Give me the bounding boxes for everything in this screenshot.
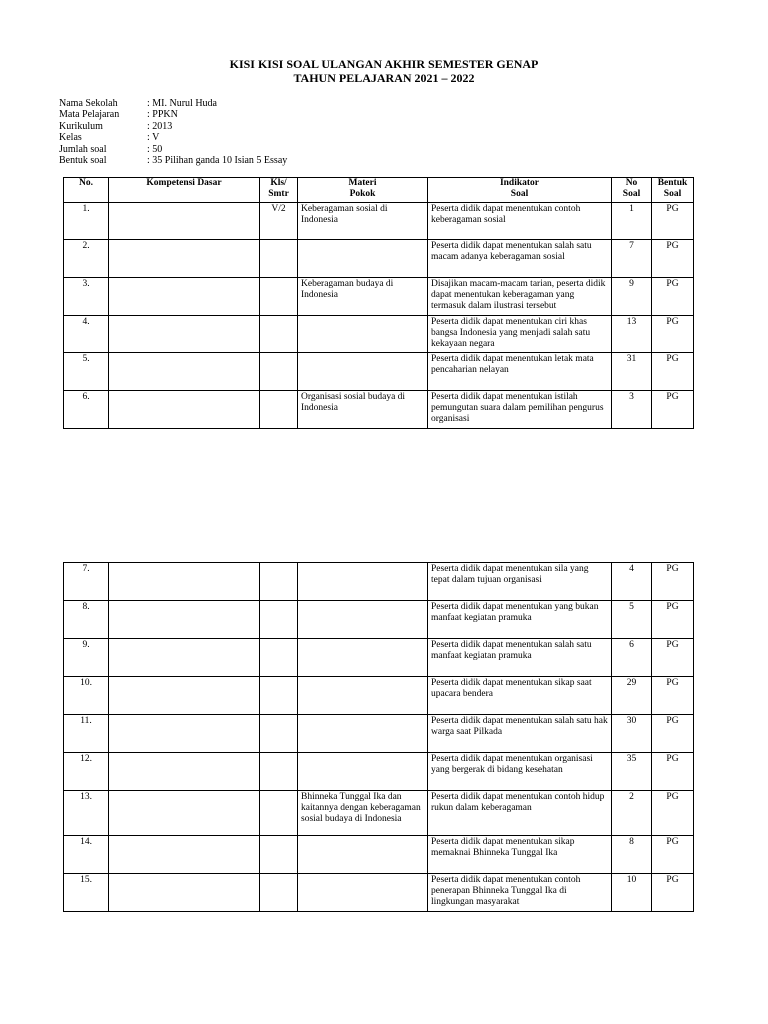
cell-kompetensi-dasar — [109, 240, 260, 278]
table-row — [64, 715, 694, 753]
cell-kelas-semester — [260, 601, 298, 639]
cell-bentuk-soal: PG — [652, 836, 694, 874]
cell-indikator-soal: Peserta didik dapat menentukan organisasi yang bergerak di bidang kesehatan — [428, 753, 612, 791]
cell-indikator-soal: Peserta didik dapat menentukan sikap saat upacara bendera — [428, 677, 612, 715]
cell-bentuk-soal: PG — [652, 791, 694, 836]
cell-kelas-semester — [260, 836, 298, 874]
table-row — [64, 563, 694, 601]
cell-bentuk-soal: PG — [652, 677, 694, 715]
cell-materi-pokok: Bhinneka Tunggal Ika dan kaitannya dengan keberagaman sosial budaya di Indonesia — [298, 791, 428, 836]
cell-kelas-semester — [260, 677, 298, 715]
cell-kelas-semester — [260, 791, 298, 836]
cell-no-soal: 1 — [612, 203, 652, 240]
info-row-question-form — [59, 155, 287, 166]
cell-materi-pokok — [298, 677, 428, 715]
cell-materi-pokok — [298, 563, 428, 601]
header-kelas-semester: Kls/ Smtr — [260, 178, 298, 203]
cell-kompetensi-dasar — [109, 836, 260, 874]
info-row-class — [59, 132, 287, 143]
cell-no-soal: 4 — [612, 563, 652, 601]
table-row — [64, 791, 694, 836]
cell-no: 2. — [64, 240, 109, 278]
cell-bentuk-soal: PG — [652, 753, 694, 791]
cell-kelas-semester — [260, 563, 298, 601]
info-row-subject — [59, 109, 287, 120]
info-value: : V — [147, 132, 160, 144]
cell-materi-pokok — [298, 601, 428, 639]
table-row — [64, 639, 694, 677]
cell-no: 5. — [64, 353, 109, 391]
document-subtitle: TAHUN PELAJARAN 2021 – 2022 — [293, 71, 475, 85]
table-header-row — [64, 178, 694, 203]
cell-no: 15. — [64, 874, 109, 912]
cell-bentuk-soal: PG — [652, 874, 694, 912]
cell-kompetensi-dasar — [109, 639, 260, 677]
cell-kelas-semester — [260, 316, 298, 353]
cell-materi-pokok: Organisasi sosial budaya di Indonesia — [298, 391, 428, 429]
cell-kelas-semester — [260, 715, 298, 753]
cell-kompetensi-dasar — [109, 203, 260, 240]
cell-materi-pokok — [298, 353, 428, 391]
table-row — [64, 677, 694, 715]
header-no-soal: No Soal — [612, 178, 652, 203]
cell-no-soal: 9 — [612, 278, 652, 316]
cell-kelas-semester: V/2 — [260, 203, 298, 240]
cell-no-soal: 31 — [612, 353, 652, 391]
cell-bentuk-soal: PG — [652, 353, 694, 391]
cell-bentuk-soal: PG — [652, 563, 694, 601]
info-value: : 2013 — [147, 120, 173, 132]
cell-no: 12. — [64, 753, 109, 791]
cell-bentuk-soal: PG — [652, 639, 694, 677]
cell-no: 13. — [64, 791, 109, 836]
info-label: Kurikulum — [59, 120, 103, 132]
cell-kompetensi-dasar — [109, 391, 260, 429]
cell-bentuk-soal: PG — [652, 278, 694, 316]
info-label: Jumlah soal — [59, 143, 107, 155]
cell-no-soal: 5 — [612, 601, 652, 639]
kisi-table-part-2 — [63, 562, 694, 912]
cell-kelas-semester — [260, 753, 298, 791]
info-label: Kelas — [59, 132, 82, 144]
cell-bentuk-soal: PG — [652, 601, 694, 639]
cell-indikator-soal: Peserta didik dapat menentukan salah satu macam adanya keberagaman sosial — [428, 240, 612, 278]
cell-kompetensi-dasar — [109, 791, 260, 836]
cell-no-soal: 35 — [612, 753, 652, 791]
cell-no-soal: 10 — [612, 874, 652, 912]
table-row — [64, 316, 694, 353]
header-kompetensi-dasar: Kompetensi Dasar — [109, 178, 260, 203]
cell-indikator-soal: Peserta didik dapat menentukan sila yang tepat dalam tujuan organisasi — [428, 563, 612, 601]
kisi-table-part-1 — [63, 177, 694, 429]
table-row — [64, 203, 694, 240]
cell-materi-pokok: Keberagaman sosial di Indonesia — [298, 203, 428, 240]
cell-no-soal: 7 — [612, 240, 652, 278]
table-row — [64, 874, 694, 912]
school-info — [59, 98, 287, 166]
table-row — [64, 836, 694, 874]
document-title: KISI KISI SOAL ULANGAN AKHIR SEMESTER GENAP — [229, 57, 539, 71]
cell-materi-pokok — [298, 836, 428, 874]
cell-indikator-soal: Peserta didik dapat menentukan salah satu hak warga saat Pilkada — [428, 715, 612, 753]
cell-kompetensi-dasar — [109, 677, 260, 715]
header-no: No. — [64, 178, 109, 203]
cell-bentuk-soal: PG — [652, 203, 694, 240]
cell-indikator-soal: Peserta didik dapat menentukan contoh hidup rukun dalam keberagaman — [428, 791, 612, 836]
cell-no: 7. — [64, 563, 109, 601]
info-value: : 35 Pilihan ganda 10 Isian 5 Essay — [147, 155, 288, 167]
cell-materi-pokok — [298, 240, 428, 278]
cell-kelas-semester — [260, 874, 298, 912]
cell-materi-pokok — [298, 316, 428, 353]
cell-no-soal: 6 — [612, 639, 652, 677]
table-row — [64, 278, 694, 316]
info-row-curriculum — [59, 121, 287, 132]
header-indikator-soal: Indikator Soal — [428, 178, 612, 203]
cell-indikator-soal: Peserta didik dapat menentukan ciri khas bangsa Indonesia yang menjadi salah satu kekayaan negara — [428, 316, 612, 353]
header-bentuk-soal: Bentuk Soal — [652, 178, 694, 203]
cell-materi-pokok: Keberagaman budaya di Indonesia — [298, 278, 428, 316]
cell-kompetensi-dasar — [109, 753, 260, 791]
cell-materi-pokok — [298, 715, 428, 753]
cell-bentuk-soal: PG — [652, 715, 694, 753]
table-row — [64, 601, 694, 639]
info-value: : MI. Nurul Huda — [147, 98, 217, 109]
cell-indikator-soal: Peserta didik dapat menentukan letak mata pencaharian nelayan — [428, 353, 612, 391]
cell-no-soal: 2 — [612, 791, 652, 836]
table-row — [64, 391, 694, 429]
cell-kompetensi-dasar — [109, 316, 260, 353]
cell-indikator-soal: Peserta didik dapat menentukan istilah pemungutan suara dalam pemilihan pengurus organisasi — [428, 391, 612, 429]
cell-indikator-soal: Peserta didik dapat menentukan salah satu manfaat kegiatan pramuka — [428, 639, 612, 677]
cell-no-soal: 13 — [612, 316, 652, 353]
cell-indikator-soal: Peserta didik dapat menentukan contoh keberagaman sosial — [428, 203, 612, 240]
info-label: Mata Pelajaran — [59, 109, 120, 121]
table-row — [64, 353, 694, 391]
cell-bentuk-soal: PG — [652, 391, 694, 429]
cell-no-soal: 8 — [612, 836, 652, 874]
cell-no: 3. — [64, 278, 109, 316]
info-row-school — [59, 98, 287, 109]
cell-materi-pokok — [298, 753, 428, 791]
cell-kompetensi-dasar — [109, 353, 260, 391]
cell-indikator-soal: Peserta didik dapat menentukan contoh penerapan Bhinneka Tunggal Ika di lingkungan masyarakat — [428, 874, 612, 912]
info-label: Bentuk soal — [59, 155, 107, 167]
cell-no: 10. — [64, 677, 109, 715]
cell-indikator-soal: Peserta didik dapat menentukan yang bukan manfaat kegiatan pramuka — [428, 601, 612, 639]
cell-no-soal: 30 — [612, 715, 652, 753]
cell-materi-pokok — [298, 639, 428, 677]
cell-indikator-soal: Peserta didik dapat menentukan sikap memaknai Bhinneka Tunggal Ika — [428, 836, 612, 874]
cell-no: 6. — [64, 391, 109, 429]
cell-kelas-semester — [260, 391, 298, 429]
info-value: : 50 — [147, 143, 163, 155]
cell-kompetensi-dasar — [109, 715, 260, 753]
cell-no: 1. — [64, 203, 109, 240]
cell-materi-pokok — [298, 874, 428, 912]
cell-no: 11. — [64, 715, 109, 753]
cell-kelas-semester — [260, 353, 298, 391]
cell-no-soal: 29 — [612, 677, 652, 715]
header-materi-pokok: Materi Pokok — [298, 178, 428, 203]
info-value: : PPKN — [147, 109, 178, 121]
cell-kelas-semester — [260, 639, 298, 677]
cell-no: 4. — [64, 316, 109, 353]
cell-no: 14. — [64, 836, 109, 874]
cell-no: 8. — [64, 601, 109, 639]
cell-no: 9. — [64, 639, 109, 677]
table-row — [64, 240, 694, 278]
cell-kompetensi-dasar — [109, 874, 260, 912]
cell-kompetensi-dasar — [109, 601, 260, 639]
cell-no-soal: 3 — [612, 391, 652, 429]
cell-kelas-semester — [260, 278, 298, 316]
cell-bentuk-soal: PG — [652, 316, 694, 353]
info-row-question-count — [59, 144, 287, 155]
cell-kelas-semester — [260, 240, 298, 278]
cell-kompetensi-dasar — [109, 563, 260, 601]
cell-indikator-soal: Disajikan macam-macam tarian, peserta didik dapat menentukan keberagaman yang termasuk dalam ilustrasi tersebut — [428, 278, 612, 316]
info-label: Nama Sekolah — [59, 98, 118, 109]
table-row — [64, 753, 694, 791]
cell-kompetensi-dasar — [109, 278, 260, 316]
cell-bentuk-soal: PG — [652, 240, 694, 278]
